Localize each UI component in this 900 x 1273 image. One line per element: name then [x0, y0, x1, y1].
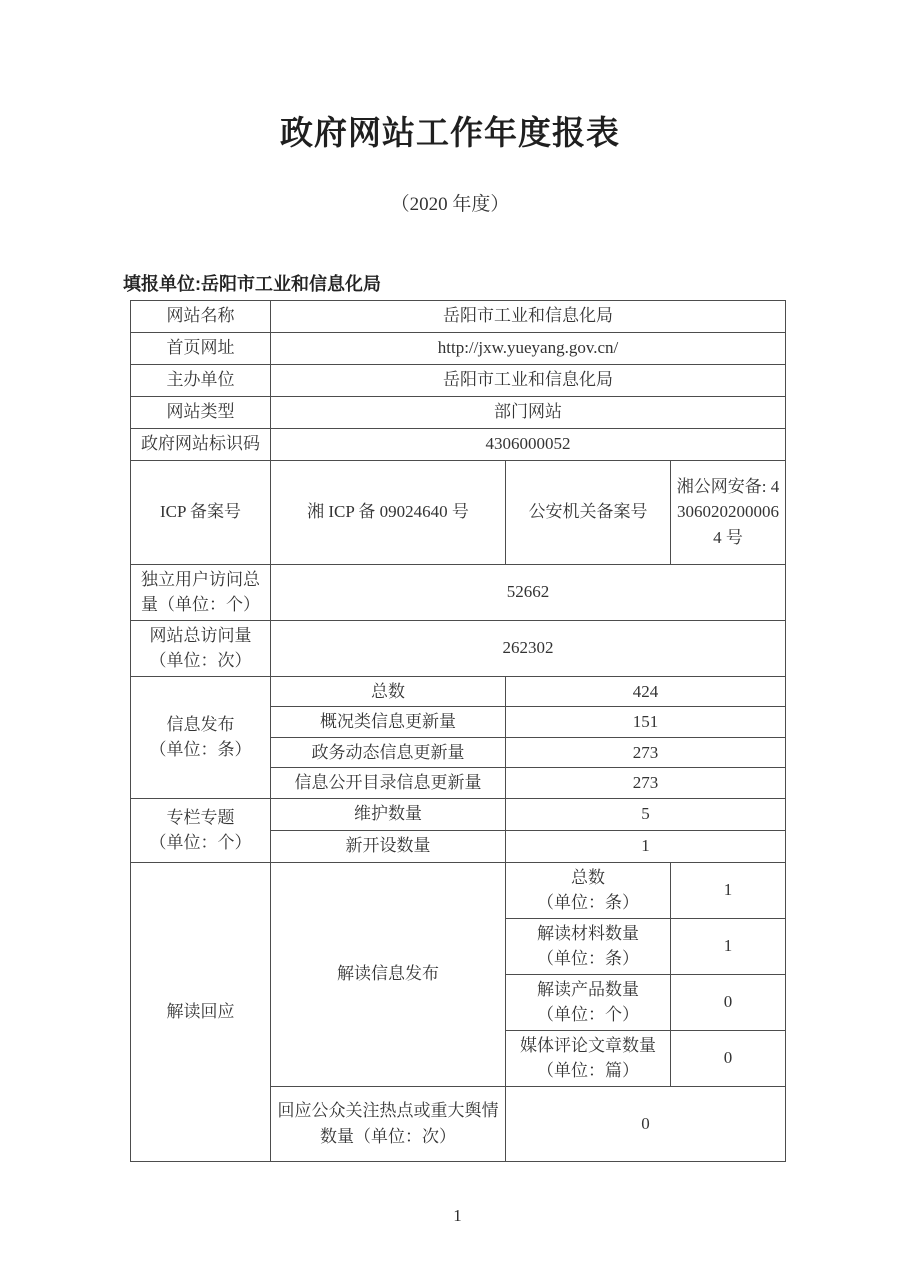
section-header: 专栏专题	[166, 807, 235, 827]
sub-label-unit: （单位：条）	[537, 949, 639, 969]
page-subtitle: （2020 年度）	[390, 193, 510, 215]
table-row	[131, 332, 786, 364]
row-label-cell: 网站总访问量（单位：次）	[131, 620, 271, 676]
sub-label-cell	[506, 918, 671, 974]
table-row	[131, 798, 786, 830]
row-value-cell: http://jxw.yueyang.gov.cn/	[271, 332, 786, 364]
icp-value-cell: 湘 ICP 备 09024640 号	[271, 460, 506, 564]
sub-label-cell: 政务动态信息更新量	[271, 737, 506, 768]
response-value-cell: 0	[506, 1086, 786, 1161]
police-value-cell: 湘公网安备: 43060202000064 号	[671, 460, 786, 564]
table-row	[131, 862, 786, 918]
sub-label-cell: 总数	[271, 676, 506, 707]
table-row	[131, 564, 786, 620]
value-cell: 1	[671, 862, 786, 918]
row-value-cell: 岳阳市工业和信息化局	[271, 364, 786, 396]
sub-label-cell	[506, 862, 671, 918]
page-title: 政府网站工作年度报表	[280, 114, 620, 151]
sub-label-unit: （单位：条）	[537, 893, 639, 913]
sub-label-cell: 新开设数量	[271, 830, 506, 862]
value-cell: 0	[671, 974, 786, 1030]
sub-label-name: 解读产品数量	[537, 979, 639, 999]
section-label-cell: 解读回应	[131, 862, 271, 1161]
row-value-cell: 52662	[271, 564, 786, 620]
sub-label-cell	[506, 974, 671, 1030]
value-cell: 5	[506, 798, 786, 830]
value-cell: 1	[506, 830, 786, 862]
sub-label-unit: （单位：篇）	[537, 1061, 639, 1081]
sub-label-name: 总数	[571, 867, 605, 887]
table-row	[131, 676, 786, 707]
row-value-cell: 262302	[271, 620, 786, 676]
sub-label-cell	[506, 1030, 671, 1086]
table-row	[131, 620, 786, 676]
table-row	[131, 460, 786, 564]
section-label-cell	[131, 676, 271, 798]
table-row	[131, 364, 786, 396]
value-cell: 0	[671, 1030, 786, 1086]
row-label-cell: 首页网址	[131, 332, 271, 364]
response-label-cell: 回应公众关注热点或重大舆情数量（单位：次）	[271, 1086, 506, 1161]
sub-label-name: 媒体评论文章数量	[520, 1035, 656, 1055]
row-label-cell: 网站名称	[131, 300, 271, 332]
table-row	[131, 300, 786, 332]
section-label-cell	[131, 798, 271, 862]
annual-report-table	[130, 300, 786, 1162]
sub-label-name: 解读材料数量	[537, 923, 639, 943]
sub-label-cell: 维护数量	[271, 798, 506, 830]
section-header: 信息发布	[166, 714, 235, 734]
sub-section-label-cell: 解读信息发布	[271, 862, 506, 1086]
sub-label-unit: （单位：个）	[537, 1005, 639, 1025]
row-value-cell: 4306000052	[271, 428, 786, 460]
value-cell: 151	[506, 707, 786, 738]
row-label-cell: 政府网站标识码	[131, 428, 271, 460]
table-row	[131, 396, 786, 428]
police-label-cell: 公安机关备案号	[506, 460, 671, 564]
reporting-unit: 填报单位:岳阳市工业和信息化局	[123, 273, 381, 294]
value-cell: 273	[506, 737, 786, 768]
page-number: 1	[453, 1205, 462, 1225]
row-label-cell: 独立用户访问总量（单位：个）	[131, 564, 271, 620]
sub-label-cell: 信息公开目录信息更新量	[271, 768, 506, 799]
row-value-cell: 部门网站	[271, 396, 786, 428]
icp-label-cell: ICP 备案号	[131, 460, 271, 564]
value-cell: 424	[506, 676, 786, 707]
sub-label-cell: 概况类信息更新量	[271, 707, 506, 738]
row-label-cell: 网站类型	[131, 396, 271, 428]
table-row	[131, 428, 786, 460]
section-unit: （单位：个）	[149, 833, 252, 853]
row-label-cell: 主办单位	[131, 364, 271, 396]
row-value-cell: 岳阳市工业和信息化局	[271, 300, 786, 332]
value-cell: 1	[671, 918, 786, 974]
section-unit: （单位：条）	[149, 740, 252, 760]
value-cell: 273	[506, 768, 786, 799]
